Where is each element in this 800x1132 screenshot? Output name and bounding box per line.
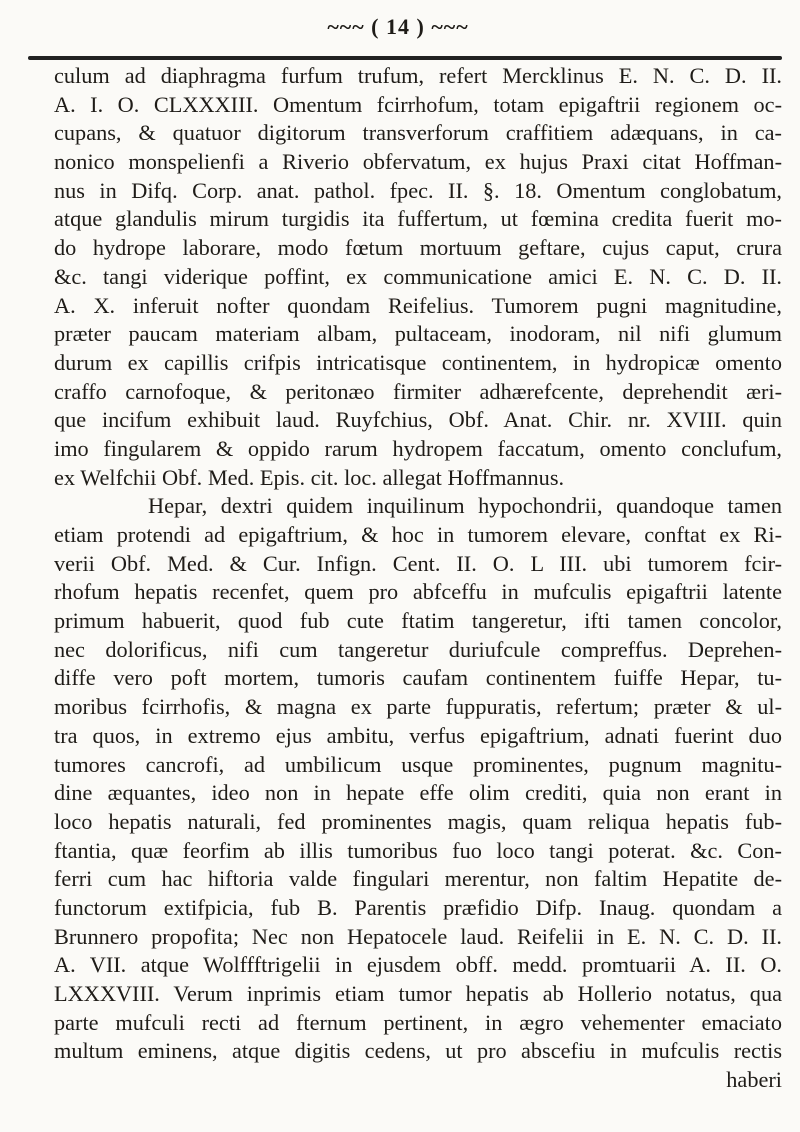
text-line: diffe vero poft mortem, tumoris caufam continentem fuiffe Hepar, tu- <box>54 665 782 691</box>
text-line: A. X. inferuit nofter quondam Reifelius. Tumorem pugni magnitudine, <box>54 292 782 318</box>
text-line: durum ex capillis crifpis intricatisque continentem, in hydropicæ omento <box>54 349 782 375</box>
text-line: do hydrope laborare, modo fœtum mortuum geftare, cujus caput, crura <box>54 235 782 261</box>
catchword: haberi <box>726 1067 782 1093</box>
text-line: nec dolorificus, nifi cum tangeretur duriufcule compreffus. Deprehen- <box>54 636 782 662</box>
text-line: Hepar, dextri quidem inquilinum hypochondrii, quandoque tamen <box>148 493 782 519</box>
text-line: cupans, & quatuor digitorum transverforum craffitiem adæquans, in ca- <box>54 120 782 146</box>
text-line: imo fingularem & oppido rarum hydropem faccatum, omento conclufum, <box>54 435 782 461</box>
text-line: præter paucam materiam albam, pultaceam, inodoram, nil nifi glumum <box>54 321 782 347</box>
header-rule <box>28 56 782 60</box>
text-line: nus in Difq. Corp. anat. pathol. fpec. II. §. 18. Omentum conglobatum, <box>54 177 782 203</box>
text-line: &c. tangi viderique poffint, ex communicatione amici E. N. C. D. II. <box>54 263 782 289</box>
text-line: moribus fcirrhofis, & magna ex parte fuppuratis, refertum; præter & ul- <box>54 694 782 720</box>
text-line: ftantia, quæ feorfim ab illis tumoribus fuo loco tangi poterat. &c. Con- <box>54 837 782 863</box>
text-line: ferri cum hac hiftoria valde fingulari merentur, non faltim Hepatite de- <box>54 866 782 892</box>
text-line: atque glandulis mirum turgidis ita fuffertum, ut fœmina credita fuerit mo- <box>54 206 782 232</box>
text-line: LXXXVIII. Verum inprimis etiam tumor hepatis ab Hollerio notatus, qua <box>54 981 782 1006</box>
text-line: functorum extifpicia, fub B. Parentis præfidio Difp. Inaug. quondam a <box>54 894 782 920</box>
body-text <box>54 62 782 1095</box>
text-line: A. VII. atque Wolffftrigelii in ejusdem obff. medd. promtuarii A. II. O. <box>54 952 782 978</box>
text-line: parte mufculi recti ad fternum pertinent, in ægro vehementer emaciato <box>54 1009 782 1035</box>
text-line: Brunnero propofita; Nec non Hepatocele laud. Reifelii in E. N. C. D. II. <box>54 923 782 949</box>
text-line: rhofum hepatis recenfet, quem pro abfceffu in mufculis epigaftrii latente <box>54 579 782 605</box>
text-line: verii Obf. Med. & Cur. Infign. Cent. II. O. L III. ubi tumorem fcir- <box>54 550 782 576</box>
text-line: culum ad diaphragma furfum trufum, refert Mercklinus E. N. C. D. II. <box>54 63 782 88</box>
page-header <box>0 14 800 54</box>
text-line: tra quos, in extremo ejus ambitu, verfus epigaftrium, adnati fuerint duo <box>54 722 782 748</box>
text-line: que incifum exhibuit laud. Ruyfchius, Obf. Anat. Chir. nr. XVIII. quin <box>54 407 782 433</box>
text-line: etiam protendi ad epigaftrium, & hoc in tumorem elevare, conftat ex Ri- <box>54 522 782 547</box>
text-line: multum eminens, atque digitis cedens, ut pro abscefiu in mufculis rectis <box>54 1038 782 1064</box>
text-line: A. I. O. CLXXXIII. Omentum fcirrhofum, totam epigaftrii regionem oc- <box>54 91 782 117</box>
text-line: dine æquantes, ideo non in hepate effe olim crediti, quia non erant in <box>54 780 782 806</box>
text-line: primum habuerit, quod fub cute ftatim tangeretur, ifti tamen concolor, <box>54 608 782 634</box>
page-number: ~~~ ( 14 ) ~~~ <box>327 14 469 39</box>
text-line: nonico monspelienfi a Riverio obfervatum, ex hujus Praxi citat Hoffman- <box>54 149 782 175</box>
text-line: loco hepatis naturali, fed prominentes magis, quam reliqua hepatis fub- <box>54 808 782 834</box>
text-line: craffo carnofoque, & peritonæo firmiter adhærefcente, deprehendit æri- <box>54 378 782 404</box>
text-line: ex Welfchii Obf. Med. Epis. cit. loc. allegat Hoffmannus. <box>54 464 565 490</box>
text-line: tumores cancrofi, ad umbilicum usque prominentes, pugnum magnitu- <box>54 751 782 777</box>
